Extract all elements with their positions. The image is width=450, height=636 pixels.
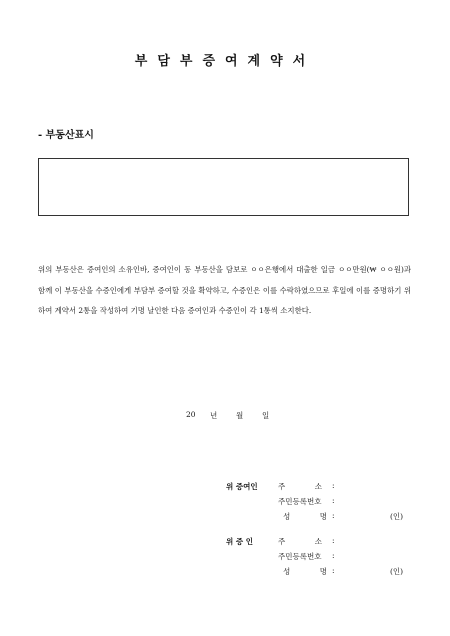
donee-address-label: 주 소 bbox=[278, 537, 322, 546]
donor-address-label: 주 소 bbox=[278, 482, 322, 491]
date-day: 일 bbox=[262, 411, 270, 420]
donee-seal: (인) bbox=[390, 567, 404, 576]
donee-address-colon: : bbox=[332, 536, 335, 545]
donor-label: 위 증여인 bbox=[226, 482, 258, 491]
donee-name-label: 성 명 bbox=[283, 567, 327, 576]
donee-label: 위 증 인 bbox=[226, 537, 253, 546]
donor-seal: (인) bbox=[390, 512, 404, 521]
date-month: 월 bbox=[236, 411, 244, 420]
donor-name-label: 성 명 bbox=[283, 512, 327, 521]
property-description-box bbox=[38, 158, 409, 216]
donee-id-label: 주민등록번호 bbox=[278, 552, 322, 561]
donor-id-colon: : bbox=[332, 496, 335, 505]
date-year-prefix: 20 bbox=[186, 410, 196, 419]
donee-name-colon: : bbox=[332, 566, 335, 575]
document-title: 부담부증여계약서 bbox=[134, 54, 316, 69]
donee-id-colon: : bbox=[332, 551, 335, 560]
donor-name-colon: : bbox=[332, 511, 335, 520]
donor-address-colon: : bbox=[332, 481, 335, 490]
date-year: 년 bbox=[210, 411, 218, 420]
property-section-label: - 부동산표시 bbox=[38, 130, 94, 141]
contract-body-text: 위의 부동산은 증여인의 소유인바, 증여인이 동 부동산을 담보로 ㅇㅇ은행에서 대출한 일금 ㅇㅇ만원(₩ ㅇㅇ원)과 함께 이 부동산을 수증인에게 부담부 증여할 것을 확약하고, 수증인은 이를 수락하였으므로 후일에 이를 증명하기 위하여 계약서 2통을 작성하여 기명 날인한 다음 증여인과 수증인이 각 1통씩 소지한다. bbox=[38, 265, 411, 315]
donor-id-label: 주민등록번호 bbox=[278, 497, 322, 506]
